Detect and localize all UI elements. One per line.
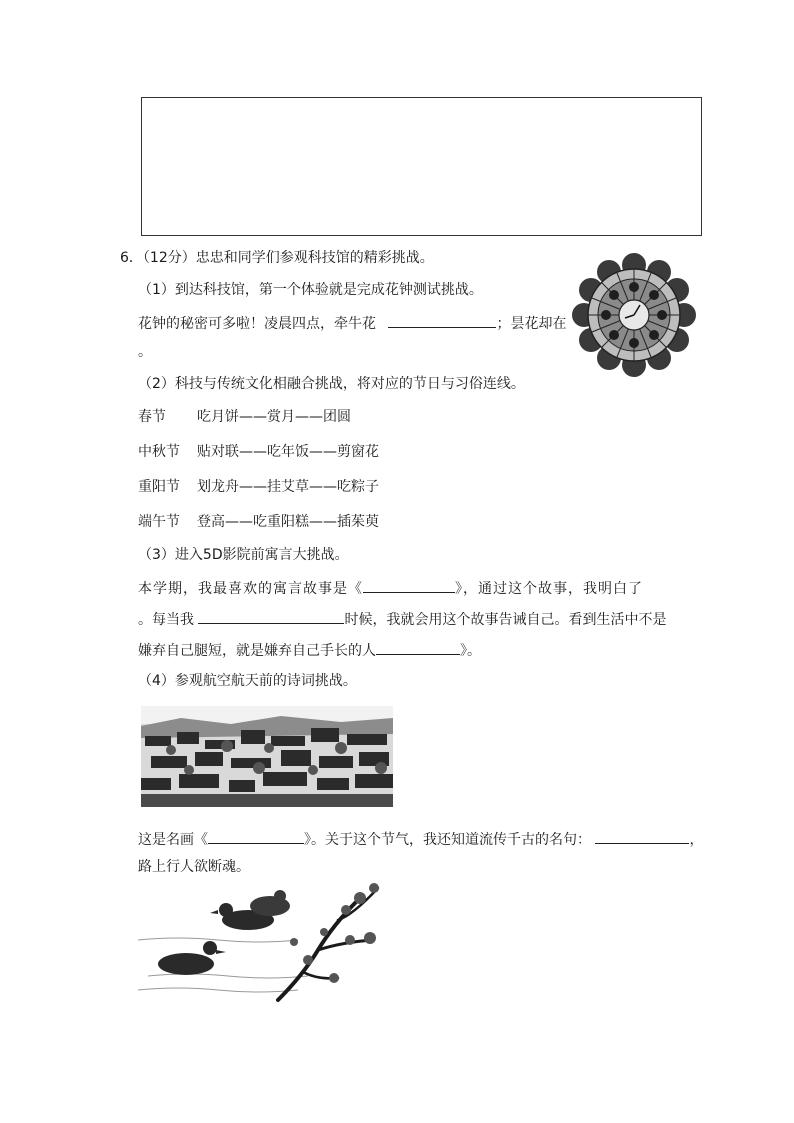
part3-text-c-end: 》。 <box>460 643 481 659</box>
part4-label: （4）参观航空航天前的诗词挑战。 <box>138 673 357 689</box>
part1-line-a <box>138 313 566 333</box>
situation-blank[interactable] <box>198 609 344 624</box>
morning-glory-blank[interactable] <box>388 313 496 328</box>
answer-box[interactable] <box>141 97 702 236</box>
fable-title-blank[interactable] <box>363 578 455 593</box>
question-title: 忠忠和同学们参观科技馆的精彩挑战。 <box>195 250 434 266</box>
part3-line-a <box>138 578 643 598</box>
painting-name-blank[interactable] <box>208 829 304 844</box>
festival-dragon-boat[interactable]: 端午节 <box>138 514 180 530</box>
question-number: 6． <box>120 250 143 266</box>
part4-text-a-end: ， <box>689 832 704 848</box>
part4-text-a-mid: 》。关于这个节气，我还知道流传千古的名句： <box>304 832 591 848</box>
part3-line-c <box>138 640 481 660</box>
part3-text-b-start: 。每当我 <box>138 612 194 628</box>
part3-text-c: 嫌弃自己腿短，就是嫌弃自己手长的人 <box>138 643 376 659</box>
part3-text-a: 本学期，我最喜欢的寓言故事是《 <box>138 581 363 597</box>
part3-text-a-end: 》，通过这个故事，我明白了 <box>455 581 643 597</box>
customs-row-1[interactable]: 吃月饼——赏月——团圆 <box>197 409 351 425</box>
customs-row-2[interactable]: 贴对联——吃年饭——剪窗花 <box>197 444 379 460</box>
festival-spring[interactable]: 春节 <box>138 409 166 425</box>
part1-text-a-end: ；昙花却在 <box>496 316 567 332</box>
idiom-blank[interactable] <box>376 640 460 655</box>
part1-text-a: 花钟的秘密可多啦！凌晨四点，牵牛花 <box>138 316 376 332</box>
question-score: （12分） <box>142 250 196 266</box>
part3-text-b-end: 时候，我就会用这个故事告诫自己。看到生活中不是 <box>344 612 667 628</box>
part3-line-b <box>138 609 666 629</box>
part1-line-b: 。 <box>138 344 152 360</box>
part4-text-a: 这是名画《 <box>138 832 208 848</box>
poem-line-blank[interactable] <box>595 829 689 844</box>
customs-row-3[interactable]: 划龙舟——挂艾草——吃粽子 <box>197 479 379 495</box>
festival-double-ninth[interactable]: 重阳节 <box>138 479 180 495</box>
painting-image <box>141 706 393 807</box>
part2-label: （2）科技与传统文化相融合挑战，将对应的节日与习俗连线。 <box>138 376 525 392</box>
part4-line-a <box>138 829 703 849</box>
festival-mid-autumn[interactable]: 中秋节 <box>138 444 180 460</box>
ducks-blossom-image <box>138 880 386 1004</box>
part1-label: （1）到达科技馆，第一个体验就是完成花钟测试挑战。 <box>138 282 483 298</box>
part3-label: （3）进入5D影院前寓言大挑战。 <box>138 547 349 563</box>
customs-row-4[interactable]: 登高——吃重阳糕——插茱萸 <box>197 514 379 530</box>
part4-line-b: 路上行人欲断魂。 <box>138 859 250 875</box>
flower-clock-image <box>570 253 700 378</box>
question-header <box>120 249 434 267</box>
